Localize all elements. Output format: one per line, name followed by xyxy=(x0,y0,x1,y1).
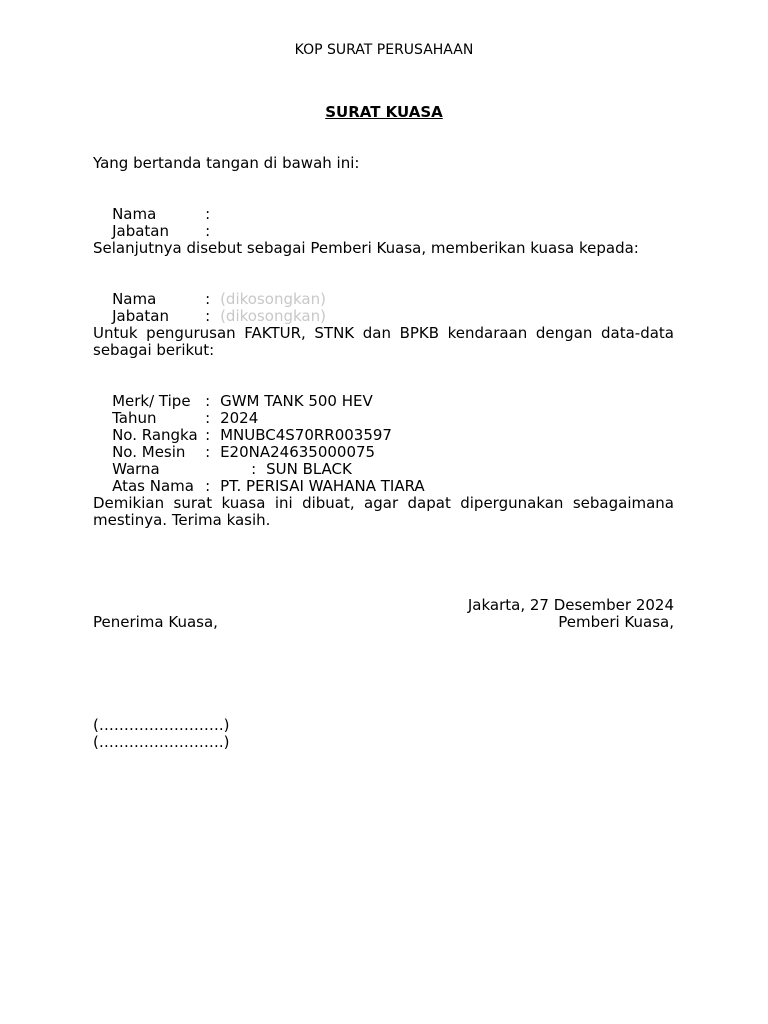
statement-text: Selanjutnya disebut sebagai Pemberi Kuasa, memberikan kuasa kepada: xyxy=(93,239,639,257)
vehicle-label: Merk/ Tipe xyxy=(112,392,191,410)
purpose-paragraph xyxy=(93,325,674,359)
colon: : xyxy=(205,307,211,325)
vehicle-value: E20NA24635000075 xyxy=(220,443,376,461)
colon: : xyxy=(205,205,211,223)
vehicle-label: No. Rangka xyxy=(112,426,198,444)
vehicle-value: PT. PERISAI WAHANA TIARA xyxy=(220,477,425,495)
vehicle-label: Atas Nama xyxy=(112,477,194,495)
colon: : xyxy=(205,477,211,495)
vehicle-label: No. Mesin xyxy=(112,443,186,461)
grantee-name-value: (dikosongkan) xyxy=(220,290,326,308)
grantee-position-value: (dikosongkan) xyxy=(220,307,326,325)
vehicle-value: GWM TANK 500 HEV xyxy=(220,392,373,410)
vehicle-value: MNUBC4S70RR003597 xyxy=(220,426,392,444)
closing-paragraph xyxy=(93,495,674,529)
grantor-name-label: Nama xyxy=(112,205,157,223)
intro-text: Yang bertanda tangan di bawah ini: xyxy=(93,154,360,172)
signature-line: (…………………….) xyxy=(93,716,230,734)
letterhead: KOP SURAT PERUSAHAAN xyxy=(294,42,474,58)
grantee-name-label: Nama xyxy=(112,290,157,308)
document-title: SURAT KUASA xyxy=(325,103,443,121)
colon: : xyxy=(205,392,211,410)
colon: : xyxy=(205,222,211,240)
grantor-position-label: Jabatan xyxy=(112,222,169,240)
closing-text: Demikian surat kuasa ini dibuat, agar dapat dipergunakan sebagaimana mestinya. Terima kasih. xyxy=(93,494,674,529)
purpose-text: Untuk pengurusan FAKTUR, STNK dan BPKB kendaraan dengan data-data sebagai berikut: xyxy=(93,324,674,359)
place-date: Jakarta, 27 Desember 2024 xyxy=(467,596,674,614)
grantor-label: Pemberi Kuasa, xyxy=(558,613,674,631)
colon: : xyxy=(205,443,211,461)
colon: : xyxy=(251,460,257,478)
vehicle-label: Tahun xyxy=(112,409,157,427)
vehicle-value: SUN BLACK xyxy=(266,460,352,478)
vehicle-value: 2024 xyxy=(220,409,259,427)
recipient-label: Penerima Kuasa, xyxy=(93,613,218,631)
colon: : xyxy=(205,426,211,444)
colon: : xyxy=(205,409,211,427)
grantee-position-label: Jabatan xyxy=(112,307,169,325)
signature-line: (…………………….) xyxy=(93,733,230,751)
vehicle-label: Warna xyxy=(112,460,160,478)
colon: : xyxy=(205,290,211,308)
